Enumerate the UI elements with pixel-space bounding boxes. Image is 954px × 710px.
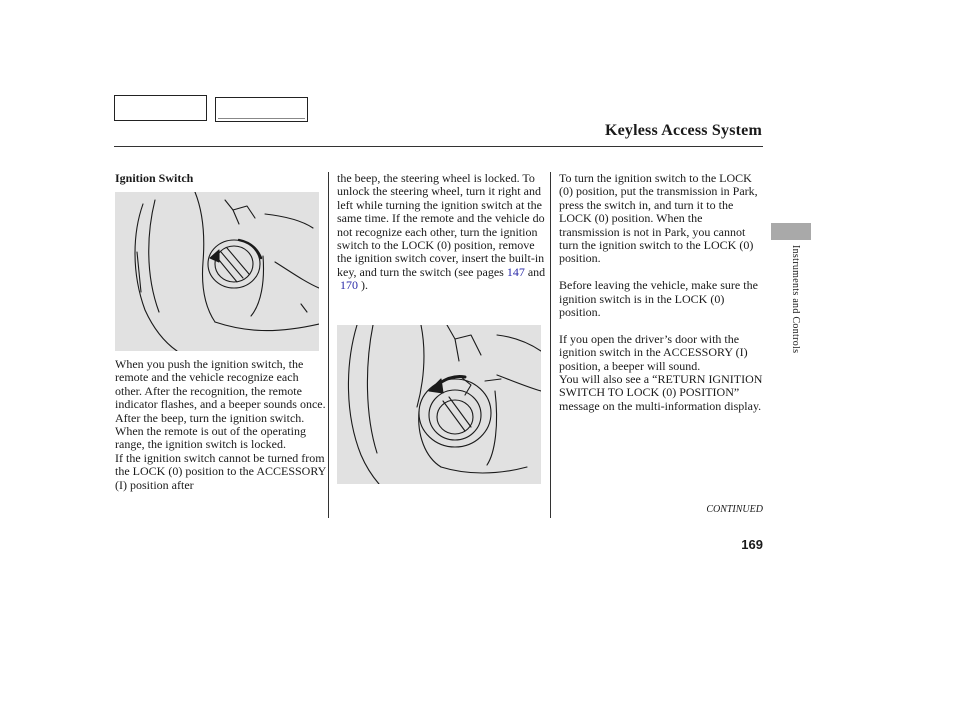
col2-body bbox=[337, 172, 549, 293]
paragraph: If you open the driver’s door with the ignition switch in the ACCESSORY (I) position, a beeper will sound. bbox=[559, 331, 748, 373]
paragraph-text: ). bbox=[358, 278, 368, 293]
col1-body bbox=[115, 358, 327, 492]
page-link-170[interactable]: 170 bbox=[340, 278, 358, 293]
page-title: Keyless Access System bbox=[604, 122, 762, 139]
nav-button-1[interactable] bbox=[114, 95, 207, 121]
col3-body bbox=[559, 172, 764, 413]
paragraph-text: the beep, the steering wheel is locked. To unlock the steering wheel, turn it right and left while turning the ignition switch at the same time. If the remote and the vehicle do not recognize each other, turn the ignition switch to the LOCK (0) position, remove the ignition switch cover, insert the built-in key, and turn the switch (see pages bbox=[337, 171, 545, 279]
paragraph: To turn the ignition switch to the LOCK (0) position, put the transmission in Park, press the switch in, and turn it to the LOCK (0) position. When the transmission is not in Park, you cannot turn the ignition switch to the LOCK (0) position. bbox=[559, 171, 758, 266]
paragraph: When the remote is out of the operating range, the ignition switch is locked. bbox=[115, 424, 306, 452]
continued-label: CONTINUED bbox=[706, 504, 763, 515]
page-link-147[interactable]: 147 bbox=[506, 264, 525, 279]
paragraph-text: and bbox=[524, 264, 546, 279]
page-number: 169 bbox=[741, 537, 763, 552]
ignition-switch-turn-illustration bbox=[337, 325, 541, 484]
paragraph: Before leaving the vehicle, make sure the ignition switch is in the LOCK (0) position. bbox=[559, 278, 758, 320]
ignition-switch-illustration bbox=[115, 192, 319, 351]
section-label: Instruments and Controls bbox=[790, 245, 801, 354]
nav-button-2[interactable] bbox=[215, 97, 308, 122]
section-tab bbox=[771, 223, 811, 240]
column-divider bbox=[328, 172, 329, 518]
paragraph: When you push the ignition switch, the remote and the vehicle recognize each other. After the recognition, the remote indicator flashes, and a beeper sounds once. After the beep, turn the ignition switch. bbox=[115, 357, 326, 425]
section-heading: Ignition Switch bbox=[115, 171, 194, 185]
header-rule bbox=[114, 146, 763, 147]
paragraph: You will also see a “RETURN IGNITION SWITCH TO LOCK (0) POSITION” message on the multi-information display. bbox=[559, 372, 763, 413]
paragraph: If the ignition switch cannot be turned from the LOCK (0) position to the ACCESSORY (I) position after bbox=[115, 450, 326, 492]
paragraph bbox=[337, 172, 549, 293]
column-divider bbox=[550, 172, 551, 518]
